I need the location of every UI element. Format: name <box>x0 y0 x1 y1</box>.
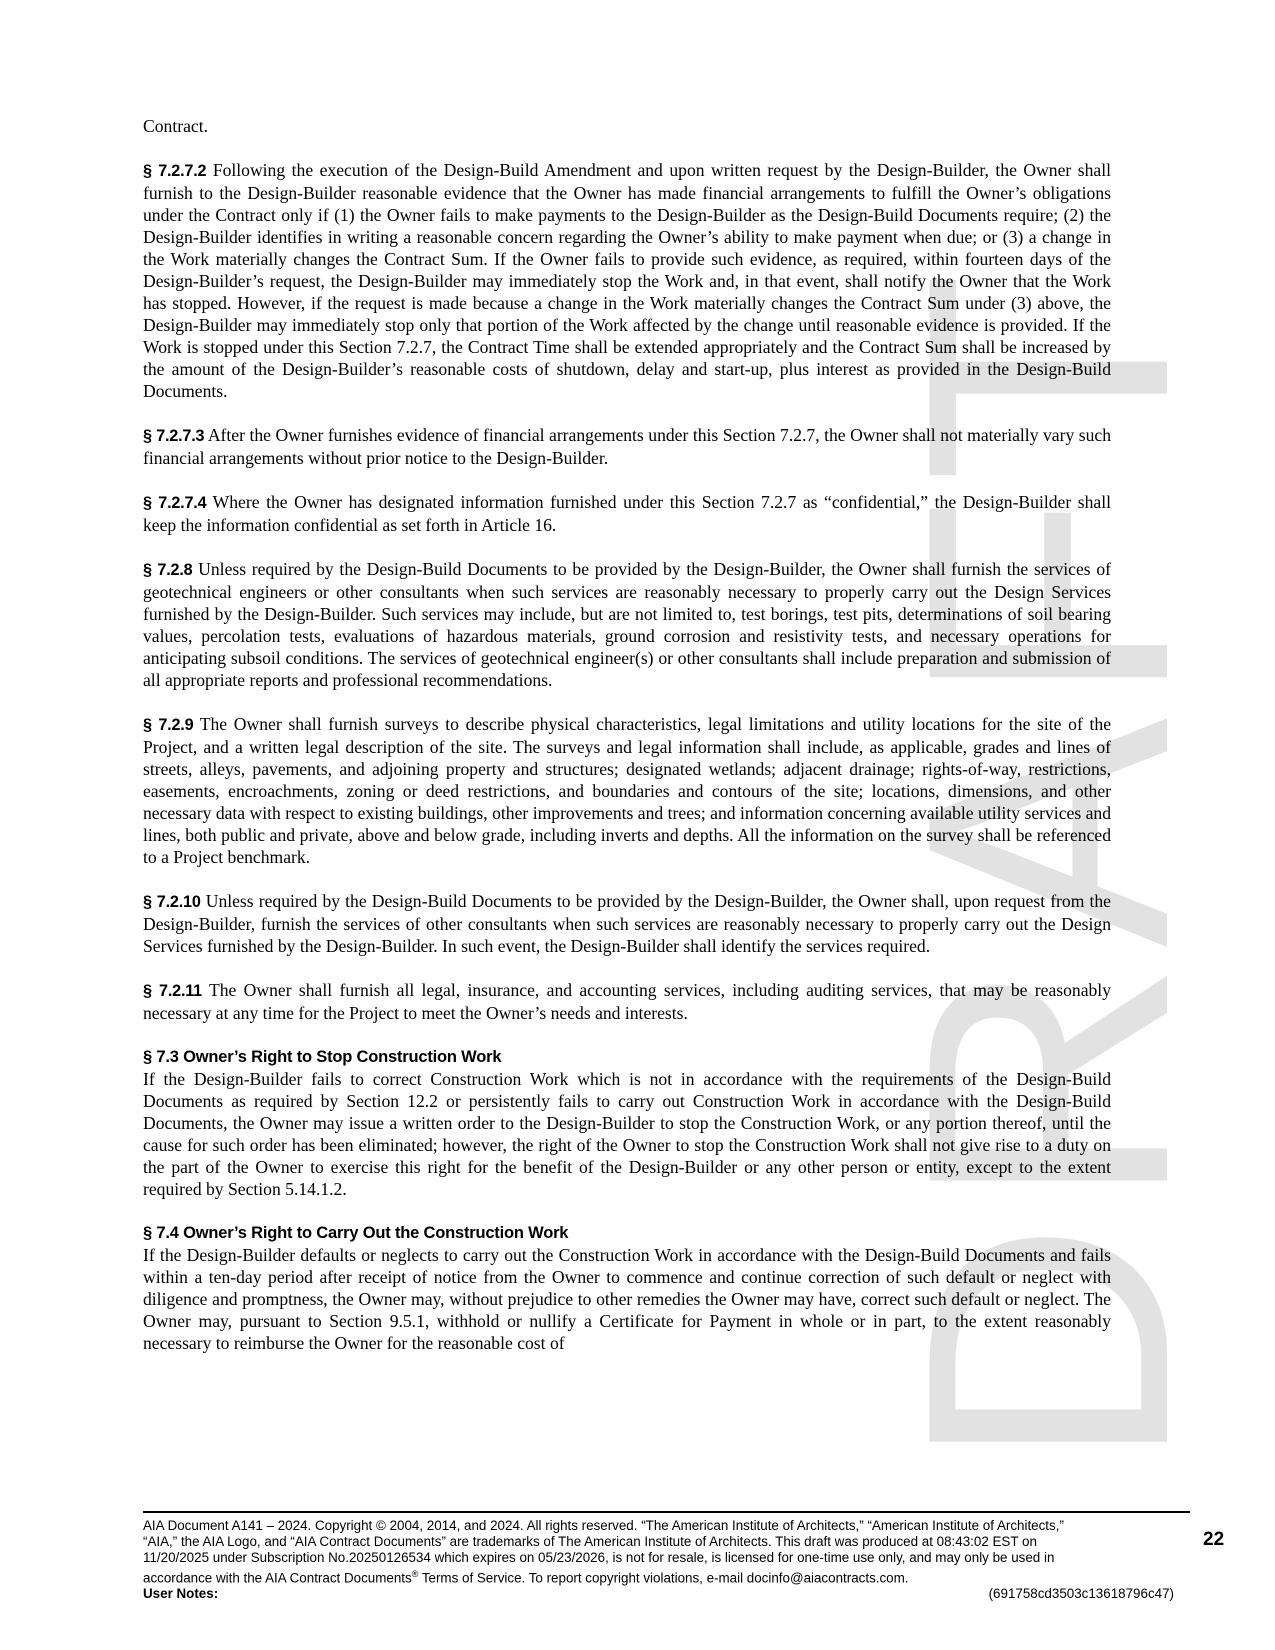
clause-text: Where the Owner has designated information furnished under this Section 7.2.7 as “confidential,” the Design-Builder shall keep the information confidential as set forth in Article 16. <box>143 492 1111 535</box>
clause-7-2-8 <box>143 558 1111 691</box>
clause-text: The Owner shall furnish all legal, insurance, and accounting services, including auditing services, that may be reasonably necessary at any time for the Project to meet the Owner’s needs and interests. <box>143 980 1111 1023</box>
clause-number: § 7.2.7.4 <box>143 494 207 512</box>
clause-number: § 7.2.10 <box>143 893 201 911</box>
section-text: If the Design-Builder defaults or neglects to carry out the Construction Work in accordance with the Design-Build Documents and fails within a ten-day period after receipt of notice from the Owner to commence and continue correction of such default or neglect with diligence and promptness, the Owner may, without prejudice to other remedies the Owner may have, correct such default or neglect. The Owner may, pursuant to Section 9.5.1, withhold or nullify a Certificate for Payment in whole or in part, to the extent reasonably necessary to reimburse the Owner for the reasonable cost of <box>143 1245 1111 1353</box>
footer-divider <box>143 1511 1190 1513</box>
clause-7-2-11 <box>143 979 1111 1024</box>
clause-7-2-7-4 <box>143 491 1111 536</box>
clause-7-2-10 <box>143 890 1111 957</box>
footer-line-4-pre: accordance with the AIA Contract Documents <box>143 1570 412 1586</box>
section-7-4 <box>143 1222 1111 1354</box>
section-heading: § 7.4 Owner’s Right to Carry Out the Construction Work <box>143 1224 569 1242</box>
contract-body <box>143 115 1111 1376</box>
draft-watermark-text: DRAFT <box>856 260 1241 1470</box>
clause-number: § 7.2.7.3 <box>143 427 205 445</box>
page-number: 22 <box>1203 1529 1225 1550</box>
footer-line-2: “AIA,” the AIA Logo, and “AIA Contract Documents” are trademarks of The American Institute of Architects. This draft was produced at 08:43:02 EST on <box>143 1534 1037 1549</box>
footer-line-1: AIA Document A141 – 2024. Copyright © 2004, 2014, and 2024. All rights reserved. “The American Institute of Architects,” “American Institute of Architects,” <box>143 1518 1064 1533</box>
section-text: If the Design-Builder fails to correct Construction Work which is not in accordance with the requirements of the Design-Build Documents as required by Section 12.2 or persistently fails to carry out Construction Work in accordance with the Design-Build Documents, the Owner may issue a written order to the Design-Builder to stop the Construction Work, or any portion thereof, until the cause for such order has been eliminated; however, the right of the Owner to stop the Construction Work shall not give rise to a duty on the part of the Owner to exercise this right for the benefit of the Design-Builder or any other person or entity, except to the extent required by Section 5.14.1.2. <box>143 1069 1111 1199</box>
section-7-3 <box>143 1046 1111 1200</box>
clause-text: After the Owner furnishes evidence of financial arrangements under this Section 7.2.7, the Owner shall not materially vary such financial arrangements without prior notice to the Design-Builder. <box>143 425 1111 468</box>
clause-number: § 7.2.7.2 <box>143 162 207 180</box>
footer <box>143 1518 1190 1602</box>
footer-line-4 <box>143 1566 1190 1586</box>
footer-notes-row <box>143 1586 1190 1602</box>
registered-mark: ® <box>411 1569 419 1579</box>
footer-line-3: 11/20/2025 under Subscription No.20250126534 which expires on 05/23/2026, is not for resale, is licensed for one-time use only, and may only be used in <box>143 1550 1055 1565</box>
clause-7-2-9 <box>143 713 1111 868</box>
paragraph-continuation <box>143 115 1111 137</box>
clause-7-2-7-2 <box>143 159 1111 402</box>
clause-text: Following the execution of the Design-Build Amendment and upon written request by the Design-Builder, the Owner shall furnish to the Design-Builder reasonable evidence that the Owner has made financial arrangements to fulfill the Owner’s obligations under the Contract only if (1) the Owner fails to make payments to the Design-Builder as the Design-Build Documents require; (2) the Design-Builder identifies in writing a reasonable concern regarding the Owner’s ability to make payment when due; or (3) a change in the Work materially changes the Contract Sum. If the Owner fails to provide such evidence, as required, within fourteen days of the Design-Builder’s request, the Design-Builder may immediately stop the Work and, in that event, shall notify the Owner that the Work has stopped. However, if the request is made because a change in the Work materially changes the Contract Sum under (3) above, the Design-Builder may immediately stop only that portion of the Work affected by the change until reasonable evidence is provided. If the Work is stopped under this Section 7.2.7, the Contract Time shall be extended appropriately and the Contract Sum shall be increased by the amount of the Design-Builder’s reasonable costs of shutdown, delay and start-up, plus interest as provided in the Design-Build Documents. <box>143 160 1111 401</box>
clause-text: Unless required by the Design-Build Documents to be provided by the Design-Builder, the Owner shall, upon request from the Design-Builder, furnish the services of other consultants when such services are reasonably necessary to properly carry out the Design Services furnished by the Design-Builder. In such event, the Design-Builder shall identify the services required. <box>143 891 1111 956</box>
user-notes-label: User Notes: <box>143 1586 219 1602</box>
document-id: (691758cd3503c13618796c47) <box>988 1586 1174 1602</box>
clause-text: Unless required by the Design-Build Documents to be provided by the Design-Builder, the Owner shall furnish the services of geotechnical engineers or other consultants when such services are reasonably necessary to properly carry out the Design Services furnished by the Design-Builder. Such services may include, but are not limited to, test borings, test pits, determinations of soil bearing values, percolation tests, evaluations of hazardous materials, ground corrosion and resistivity tests, and necessary operations for anticipating subsoil conditions. The services of geotechnical engineer(s) or other consultants shall include preparation and submission of all appropriate reports and professional recommendations. <box>143 559 1112 690</box>
clause-text: The Owner shall furnish surveys to describe physical characteristics, legal limitations and utility locations for the site of the Project, and a written legal description of the site. The surveys and legal information shall include, as applicable, grades and lines of streets, alleys, pavements, and adjoining property and structures; designated wetlands; adjacent drainage; rights-of-way, restrictions, easements, encroachments, zoning or deed restrictions, and boundaries and contours of the site; locations, dimensions, and other necessary data with respect to existing buildings, other improvements and trees; and information concerning available utility services and lines, both public and private, above and below grade, including inverts and depths. All the information on the survey shall be referenced to a Project benchmark. <box>143 714 1111 867</box>
clause-7-2-7-3 <box>143 424 1111 469</box>
clause-number: § 7.2.11 <box>143 982 202 1000</box>
continuation-text: Contract. <box>143 116 208 136</box>
clause-number: § 7.2.8 <box>143 561 193 579</box>
clause-number: § 7.2.9 <box>143 716 194 734</box>
section-heading: § 7.3 Owner’s Right to Stop Construction Work <box>143 1048 502 1066</box>
footer-line-4-post: Terms of Service. To report copyright violations, e-mail docinfo@aiacontracts.com. <box>418 1570 909 1586</box>
